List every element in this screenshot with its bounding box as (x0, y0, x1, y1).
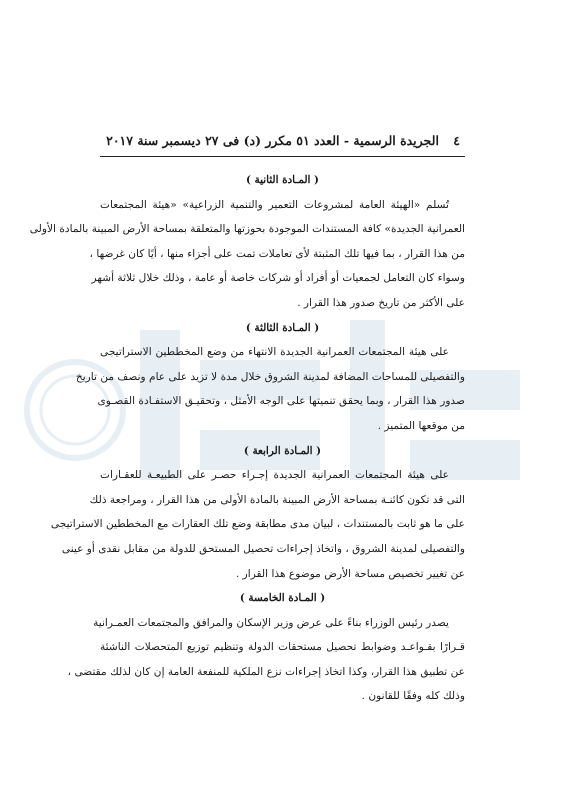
article-heading: ( المـادة الرابعة ) (243, 444, 322, 457)
text-line: عن تطبيق هذا القرار، وكذا اتخاذ إجراءات نزع الملكية للمنفعة العامة إن كان لذلك مقتضى ، (67, 665, 465, 678)
page-header (105, 133, 460, 148)
text-line: عن تغيير تخصيص مساحة الأرض موضوع هذا القرار . (235, 567, 465, 580)
article-3 (75, 316, 465, 439)
article-2 (29, 168, 465, 316)
page-number: ٤ (453, 133, 460, 148)
article-paragraph (50, 463, 465, 586)
text-line: قـرارًا بقـواعـد وضوابط تحصيل مستحقات الدولة وتنظيم توزيع المتحصلات الناشئة (100, 641, 465, 654)
article-heading: ( المـادة الثالثة ) (245, 321, 320, 334)
text-line: على هيئة المجتمعات العمرانية الجديدة الانتهاء من وضع المخططين الاستراتيجى (100, 346, 449, 359)
text-line: والتفصيلى للمساحات المضافة لمدينة الشروق خلال مدة لا تزيد على عام ونصف من تاريخ (75, 370, 465, 383)
text-line: على هيئة المجتمعات العمرانية الجديدة إجـراء حصـر على الطبيعـة للعقـارات (100, 469, 449, 482)
text-line: على ما هو ثابت بالمستندات ، لبيان مدى مطابقة وضع تلك العقارات مع المخططين الاستراتيجى (50, 518, 465, 531)
text-line: وسواء كان التعامل لجمعيات أو أفراد أو شركات خاصة أو عامة ، وذلك خلال ثلاثة أشهر (91, 272, 465, 285)
article-paragraph (67, 611, 465, 709)
text-line: والتفصيلى لمدينة الشروق ، واتخاذ إجراءات تحصيل المستحق للدولة من مقابل نقدى أو عينى (61, 542, 465, 555)
text-line: يصدر رئيس الوزراء بناءً على عرض وزير الإسكان والمرافق والمجتمعات العمـرانية (93, 616, 449, 629)
article-paragraph (75, 340, 465, 438)
gazette-title: الجريدة الرسمية - العدد ٥١ مكرر (د) فى ٢٧ ديسمبر سنة ٢٠١٧ (106, 133, 439, 148)
article-paragraph (29, 193, 465, 316)
article-heading: ( المـادة الثانية ) (246, 174, 319, 186)
article-5 (67, 586, 465, 709)
text-line: التى قد تكون كائنـة بمساحة الأرض المبينة بالمادة الأولى من هذا القرار ، ومراجعة ذلك (89, 493, 465, 506)
text-line: من هذا القرار ، بما فيها تلك المثبتة لأى تعاملات تمت على أجزاء منها ، أيًا كان غرضها ، (89, 247, 465, 260)
header-divider (100, 156, 465, 157)
article-heading: ( المـادة الخامسة ) (239, 592, 326, 605)
text-line: على الأكثر من تاريخ صدور هذا القرار . (297, 296, 465, 309)
text-line: وذلك كله وفقًا للقانون . (361, 690, 465, 703)
text-line: العمرانية الجديدة» كافة المستندات الموجودة بحوزتها والمتعلقة بمساحة الأرض المبينة بالمادة الأولى (29, 223, 465, 236)
document-body (29, 168, 465, 709)
text-line: من موقعها المتميز . (377, 419, 465, 432)
text-line: صدور هذا القرار ، وبما يحقق تنميتها على الوجه الأمثل ، وتحقيـق الاستفـادة القصـوى (97, 395, 465, 408)
article-4 (50, 439, 465, 587)
text-line: تُسلم «الهيئة العامة لمشروعات التعمير والتنمية الزراعية» «هيئة المجتمعات (100, 198, 449, 211)
